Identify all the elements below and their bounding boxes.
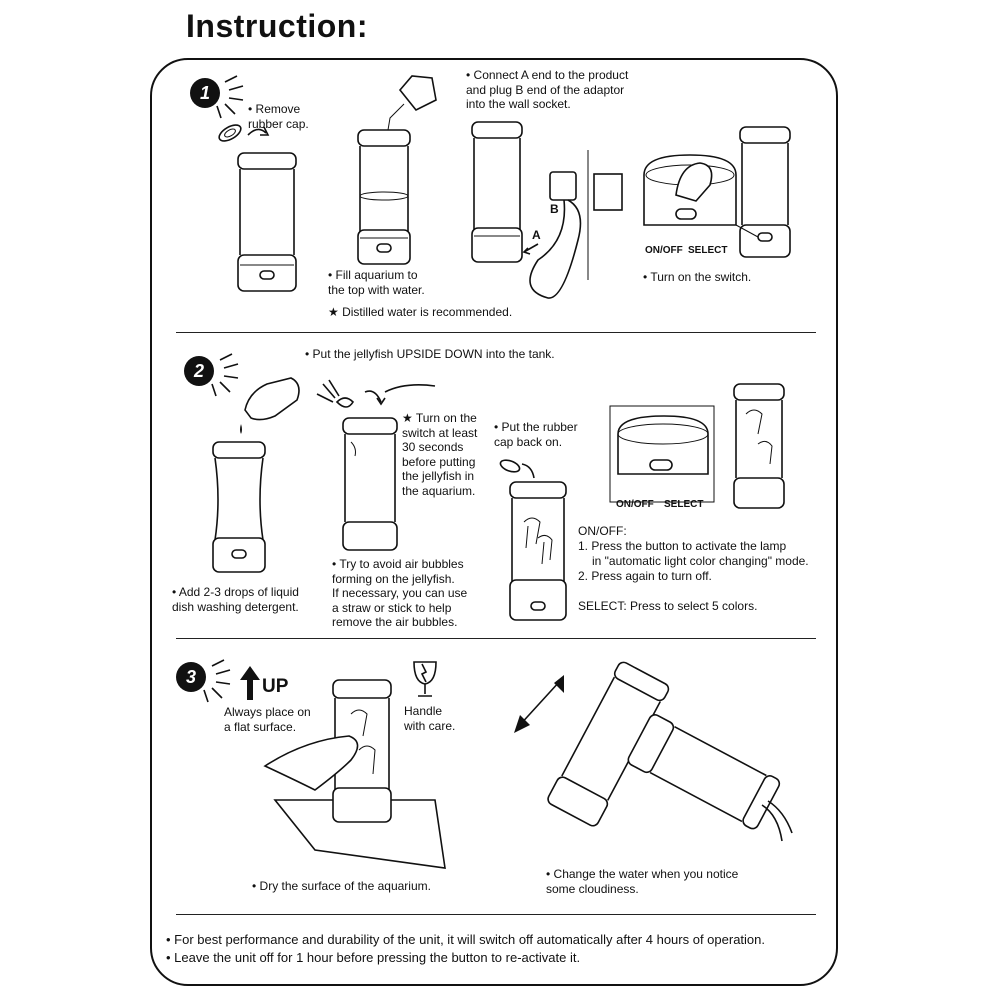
step1-label-a: A — [532, 228, 541, 242]
step1-select-label: SELECT — [688, 245, 728, 256]
divider-3 — [176, 914, 816, 915]
step2-onoff-step-1: 1. Press the button to activate the lamp — [578, 539, 787, 553]
step3-change-water-illustration — [510, 665, 810, 845]
step1-distilled-text: ★ Distilled water is recommended. — [328, 305, 513, 319]
step1-turn-on-text: • Turn on the switch. — [643, 270, 752, 284]
step2-detergent-illustration — [205, 370, 315, 580]
step3-change-water-text: • Change the water when you notice some cloudiness. — [546, 867, 739, 896]
step2-upside-down-text: • Put the jellyfish UPSIDE DOWN into the tank. — [305, 347, 555, 361]
page-title: Instruction: — [186, 8, 368, 44]
step1-connect-text: • Connect A end to the product and plug B end of the adaptor into the wall socket. — [466, 68, 629, 111]
step2-detergent-text: • Add 2-3 drops of liquid dish washing detergent. — [172, 585, 299, 614]
step1-tank-cap-illustration — [210, 115, 310, 295]
step2-air-bubbles-text: • Try to avoid air bubbles forming on the jellyfish. If necessary, you can use a straw or stick to help remove the air bubbles. — [332, 557, 468, 629]
step3-dry-text: • Dry the surface of the aquarium. — [252, 879, 431, 893]
step2-select-label: SELECT — [664, 499, 704, 510]
divider-2 — [176, 638, 816, 639]
step2-turn-on-wait-text: ★ Turn on the switch at least 30 seconds before putting the jellyfish in the aquarium. — [402, 411, 478, 498]
step1-label-b: B — [550, 202, 559, 216]
step3-flat-surface-text: Always place on a flat surface. — [224, 705, 311, 734]
step-3-badge: 3 — [176, 662, 206, 692]
step3-handle-text: Handle with care. — [404, 704, 456, 733]
step-3-rays-icon — [192, 658, 232, 703]
footer-note-1: • For best performance and durability of the unit, it will switch off automatically after 4 hours of operation. — [166, 932, 765, 947]
step-1-badge: 1 — [190, 78, 220, 108]
divider-1 — [176, 332, 816, 333]
step2-onoff-step-1b: in "automatic light color changing" mode. — [592, 554, 809, 568]
step2-select-info: SELECT: Press to select 5 colors. — [578, 599, 758, 613]
step3-up-label: UP — [262, 676, 289, 697]
step-1-rays-icon — [205, 74, 245, 119]
step2-onoff-step-2: 2. Press again to turn off. — [578, 569, 712, 583]
footer-note-2: • Leave the unit off for 1 hour before pressing the button to re-activate it. — [166, 950, 581, 965]
step2-insert-jellyfish-illustration — [315, 372, 445, 557]
step1-remove-cap-text: • Remove rubber cap. — [248, 102, 309, 131]
step2-onoff-label: ON/OFF — [616, 499, 654, 510]
step1-onoff-label: ON/OFF — [645, 245, 683, 256]
step3-dry-illustration — [255, 670, 455, 870]
step2-switch-detail-illustration — [608, 378, 808, 518]
step2-cap-back-illustration — [498, 452, 578, 632]
step1-fill-text: • Fill aquarium to the top with water. — [328, 268, 425, 297]
step1-fill-tank-illustration — [350, 70, 450, 270]
step2-onoff-heading: ON/OFF: — [578, 524, 627, 538]
step-2-badge: 2 — [184, 356, 214, 386]
step2-cap-back-text: • Put the rubber cap back on. — [494, 420, 578, 449]
